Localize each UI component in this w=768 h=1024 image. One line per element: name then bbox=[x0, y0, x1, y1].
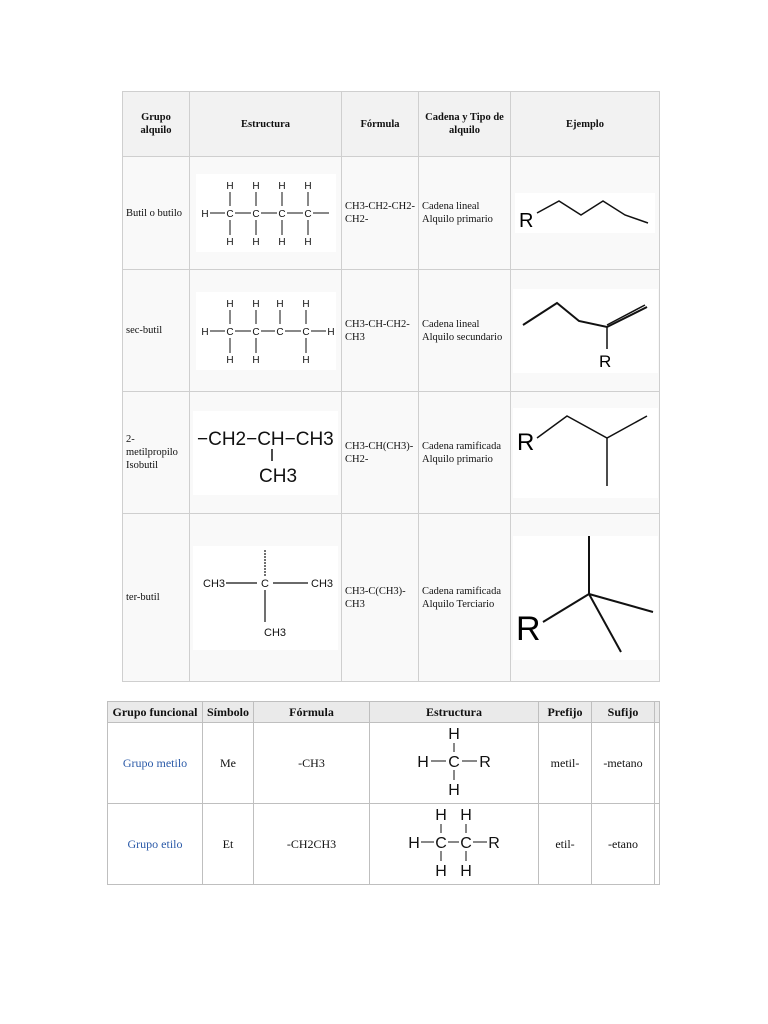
structure-cell bbox=[190, 392, 342, 514]
atom-h: H bbox=[225, 181, 234, 192]
methyl-structure bbox=[409, 723, 499, 799]
suffix-cell: -etano bbox=[592, 804, 655, 885]
table-header-row bbox=[108, 702, 660, 723]
svg-text:H: H bbox=[225, 298, 234, 310]
isobutyl-structure bbox=[193, 411, 338, 495]
atom-h: H bbox=[251, 237, 260, 248]
header-formula: Fórmula bbox=[342, 92, 419, 157]
formula-cell: CH3-CH-CH2-CH3 bbox=[342, 270, 419, 392]
formula-cell: -CH3 bbox=[254, 723, 370, 804]
svg-text:C: C bbox=[435, 835, 447, 852]
prefix-cell: etil- bbox=[539, 804, 592, 885]
r-label: R bbox=[516, 428, 534, 456]
type-text: Alquilo primario bbox=[422, 453, 493, 465]
isobutyl-branch: CH3 bbox=[259, 465, 298, 487]
header-simbolo: Símbolo bbox=[203, 702, 254, 723]
table-edge bbox=[655, 723, 660, 804]
svg-text:C: C bbox=[225, 326, 234, 338]
example-cell bbox=[511, 514, 660, 682]
header-formula: Fórmula bbox=[254, 702, 370, 723]
table-row bbox=[123, 157, 660, 270]
svg-text:H: H bbox=[448, 726, 460, 743]
structure-cell bbox=[370, 723, 539, 804]
svg-text:H: H bbox=[301, 354, 310, 366]
r-label: R bbox=[598, 351, 611, 371]
svg-text:C: C bbox=[301, 326, 310, 338]
table-row bbox=[108, 804, 660, 885]
ethyl-structure bbox=[404, 804, 504, 880]
atom-h: H bbox=[277, 237, 286, 248]
isobutyl-example bbox=[513, 408, 658, 498]
atom-c: C bbox=[303, 209, 312, 220]
row-name: ter-butil bbox=[123, 514, 190, 682]
group-name-link[interactable]: Grupo metilo bbox=[108, 723, 203, 804]
svg-text:C: C bbox=[275, 326, 284, 338]
svg-text:H: H bbox=[408, 835, 420, 852]
chain-type-cell bbox=[419, 270, 511, 392]
sec-butyl-structure bbox=[196, 292, 336, 370]
atom-h: H bbox=[200, 209, 209, 220]
svg-text:R: R bbox=[479, 754, 491, 771]
atom-h: H bbox=[251, 181, 260, 192]
tert-center-c: C bbox=[261, 577, 269, 590]
example-cell bbox=[511, 157, 660, 270]
structure-cell bbox=[370, 804, 539, 885]
atom-c: C bbox=[277, 209, 286, 220]
svg-text:H: H bbox=[251, 298, 260, 310]
structure-cell bbox=[190, 270, 342, 392]
header-grupo-alquilo: Grupo alquilo bbox=[123, 92, 190, 157]
r-label: R bbox=[515, 609, 541, 648]
tert-bottom-group: CH3 bbox=[264, 626, 287, 639]
butyl-example bbox=[515, 193, 655, 233]
prefix-cell: metil- bbox=[539, 723, 592, 804]
tert-left-group: CH3 bbox=[203, 577, 226, 590]
type-text: Alquilo primario bbox=[422, 214, 493, 225]
table-header-row bbox=[123, 92, 660, 157]
svg-text:R: R bbox=[488, 835, 500, 852]
symbol-cell: Et bbox=[203, 804, 254, 885]
tert-right-group: CH3 bbox=[311, 577, 334, 590]
table-row bbox=[123, 270, 660, 392]
structure-cell bbox=[190, 514, 342, 682]
svg-text:H: H bbox=[251, 354, 260, 366]
structure-cell bbox=[190, 157, 342, 270]
atom-h: H bbox=[225, 237, 234, 248]
svg-text:H: H bbox=[448, 782, 460, 799]
svg-text:C: C bbox=[251, 326, 260, 338]
formula-cell: CH3-C(CH3)-CH3 bbox=[342, 514, 419, 682]
atom-c: C bbox=[225, 209, 234, 220]
atom-h: H bbox=[277, 181, 286, 192]
svg-text:H: H bbox=[435, 807, 447, 824]
atom-c: C bbox=[251, 209, 260, 220]
atom-h: H bbox=[303, 181, 312, 192]
suffix-cell: -metano bbox=[592, 723, 655, 804]
example-cell bbox=[511, 392, 660, 514]
butyl-structure bbox=[196, 174, 336, 252]
svg-text:H: H bbox=[460, 863, 472, 880]
svg-text:C: C bbox=[460, 835, 472, 852]
type-text: Alquilo secundario bbox=[422, 331, 503, 343]
r-label: R bbox=[519, 210, 534, 232]
header-estructura: Estructura bbox=[190, 92, 342, 157]
atom-h: H bbox=[303, 237, 312, 248]
header-estructura: Estructura bbox=[370, 702, 539, 723]
svg-text:H: H bbox=[275, 298, 284, 310]
alkyl-groups-table bbox=[122, 91, 660, 682]
table-row bbox=[108, 723, 660, 804]
svg-text:H: H bbox=[326, 326, 335, 338]
svg-text:H: H bbox=[225, 354, 234, 366]
svg-text:H: H bbox=[435, 863, 447, 880]
row-name: 2-metilpropilo Isobutil bbox=[123, 392, 190, 514]
table-row bbox=[123, 392, 660, 514]
header-ejemplo: Ejemplo bbox=[511, 92, 660, 157]
chain-type-cell bbox=[419, 514, 511, 682]
table-edge bbox=[655, 804, 660, 885]
example-cell bbox=[511, 270, 660, 392]
tert-butyl-example bbox=[513, 536, 658, 660]
isobutyl-main-chain: −CH2−CH−CH3 bbox=[197, 428, 334, 450]
functional-groups-table bbox=[107, 701, 660, 885]
table-row bbox=[123, 514, 660, 682]
group-name-link[interactable]: Grupo etilo bbox=[108, 804, 203, 885]
row-name: sec-butil bbox=[123, 270, 190, 392]
header-cadena-tipo: Cadena y Tipo de alquilo bbox=[419, 92, 511, 157]
chain-text: Cadena ramificada bbox=[422, 585, 501, 597]
chain-type-cell bbox=[419, 392, 511, 514]
symbol-cell: Me bbox=[203, 723, 254, 804]
header-prefijo: Prefijo bbox=[539, 702, 592, 723]
header-grupo-funcional: Grupo funcional bbox=[108, 702, 203, 723]
svg-text:C: C bbox=[448, 754, 460, 771]
table-edge bbox=[655, 702, 660, 723]
svg-text:H: H bbox=[301, 298, 310, 310]
chain-text: Cadena lineal bbox=[422, 318, 480, 330]
chain-type-cell bbox=[419, 157, 511, 270]
formula-cell: CH3-CH(CH3)-CH2- bbox=[342, 392, 419, 514]
sec-butyl-example bbox=[513, 289, 658, 373]
type-text: Alquilo Terciario bbox=[422, 598, 495, 610]
row-name: Butil o butilo bbox=[123, 157, 190, 270]
chain-text: Cadena ramificada bbox=[422, 440, 501, 452]
formula-cell: CH3-CH2-CH2-CH2- bbox=[342, 157, 419, 270]
svg-text:H: H bbox=[200, 326, 209, 338]
tert-butyl-structure bbox=[193, 546, 338, 650]
header-sufijo: Sufijo bbox=[592, 702, 655, 723]
chain-text: Cadena lineal bbox=[422, 201, 480, 212]
formula-cell: -CH2CH3 bbox=[254, 804, 370, 885]
svg-text:H: H bbox=[417, 754, 429, 771]
svg-text:H: H bbox=[460, 807, 472, 824]
